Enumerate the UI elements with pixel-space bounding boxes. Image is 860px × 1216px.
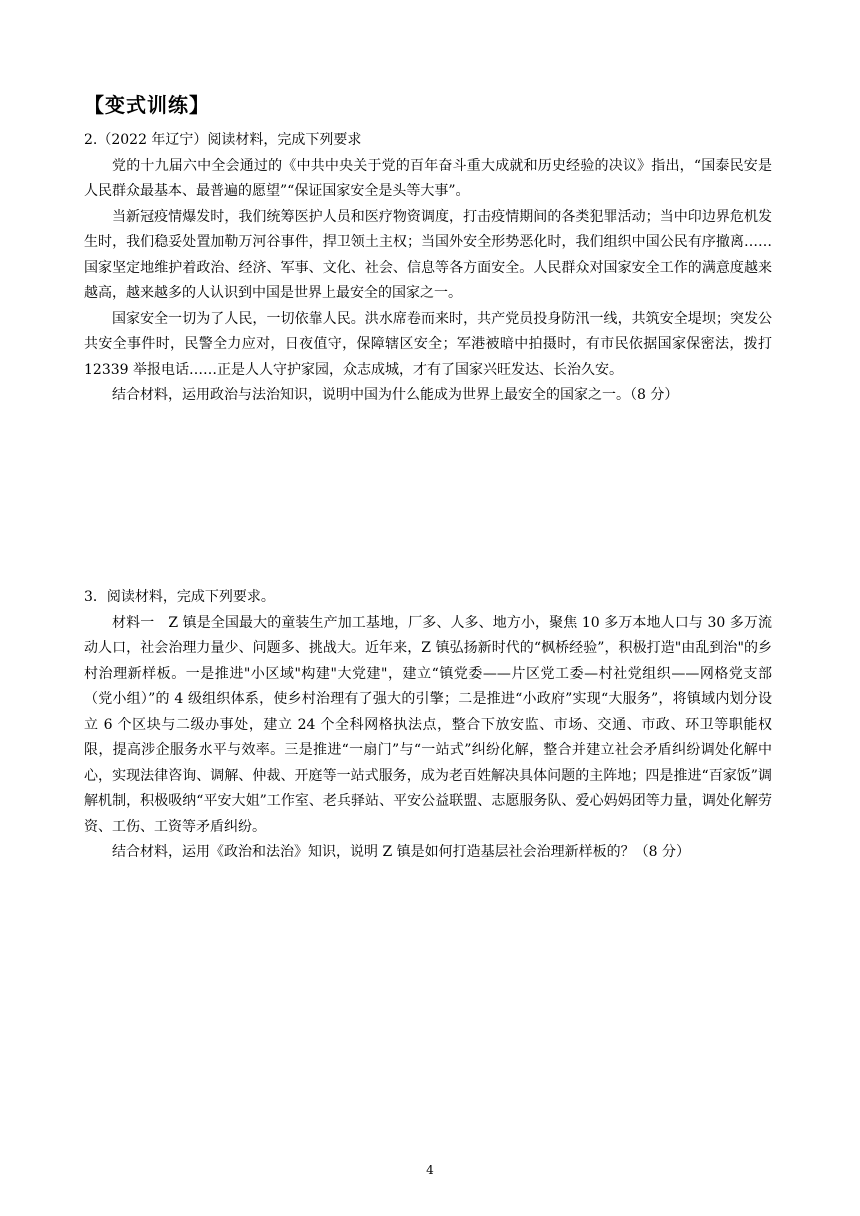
question-3-prompt: 结合材料，运用《政治和法治》知识，说明 Z 镇是如何打造基层社会治理新样板的？（8 分）	[112, 844, 690, 860]
page-number: 4	[426, 1163, 434, 1177]
question-2-paragraph: 国家安全一切为了人民，一切依靠人民。洪水席卷而来时，共产党员投身防汛一线，共筑安全堤坝；突发公共安全事件时，民警全力应对，日夜值守，保障辖区安全；军港被暗中拍摄时，有市民依据国家保密法，拨打 12339 举报电话……正是人人守护家园，众志成城，才有了国家兴旺发达、长治久安。	[84, 310, 772, 378]
question-2-paragraph: 当新冠疫情爆发时，我们统筹医护人员和医疗物资调度，打击疫情期间的各类犯罪活动；当中印边界危机发生时，我们稳妥处置加勒万河谷事件，捍卫领土主权；当国外安全形势恶化时，我们组织中国公民有序撤离……国家坚定地维护着政治、经济、军事、文化、社会、信息等各方面安全。人民群众对国家安全工作的满意度越来越高，越来越多的人认识到中国是世界上最安全的国家之一。	[84, 208, 772, 301]
question-2	[84, 128, 772, 409]
question-3	[84, 585, 772, 866]
question-2-paragraph: 党的十九届六中全会通过的《中共中央关于党的百年奋斗重大成就和历史经验的决议》指出，“国泰民安是人民群众最基本、最普遍的愿望”“保证国家安全是头等大事”。	[84, 157, 772, 199]
question-3-material: 材料一 Z 镇是全国最大的童装生产加工基地，厂多、人多、地方小，聚焦 10 多万本地人口与 30 多万流动人口，社会治理力量少、问题多、挑战大。近年来，Z 镇弘扬新时代的“枫桥经验”，积极打造"由乱到治"的乡村治理新样板。一是推进"小区域"构建"大党建"，建立“镇党委——片区党工委—村社党组织——网格党支部（党小组）”的 4 级组织体系，使乡村治理有了强大的引擎；二是推进“小政府”实现“大服务”，将镇域内划分设立 6 个区块与二级办事处，建立 24 个全科网格执法点，整合下放安监、市场、交通、市政、环卫等职能权限，提高涉企服务水平与效率。三是推进“一扇门”与“一站式”纠纷化解，整合并建立社会矛盾纠纷调处化解中心，实现法律咨询、调解、仲裁、开庭等一站式服务，成为老百姓解决具体问题的主阵地；四是推进“百家饭”调解机制，积极吸纳“平安大姐”工作室、老兵驿站、平安公益联盟、志愿服务队、爱心妈妈团等力量，调处化解劳资、工伤、工资等矛盾纠纷。	[84, 614, 772, 835]
question-3-heading: 3．阅读材料，完成下列要求。	[84, 589, 275, 605]
section-title: 【变式训练】	[84, 93, 210, 117]
question-2-prompt: 结合材料，运用政治与法治知识，说明中国为什么能成为世界上最安全的国家之一。（8 分）	[112, 387, 679, 403]
question-2-heading: 2.（2022 年辽宁）阅读材料，完成下列要求	[84, 132, 362, 148]
